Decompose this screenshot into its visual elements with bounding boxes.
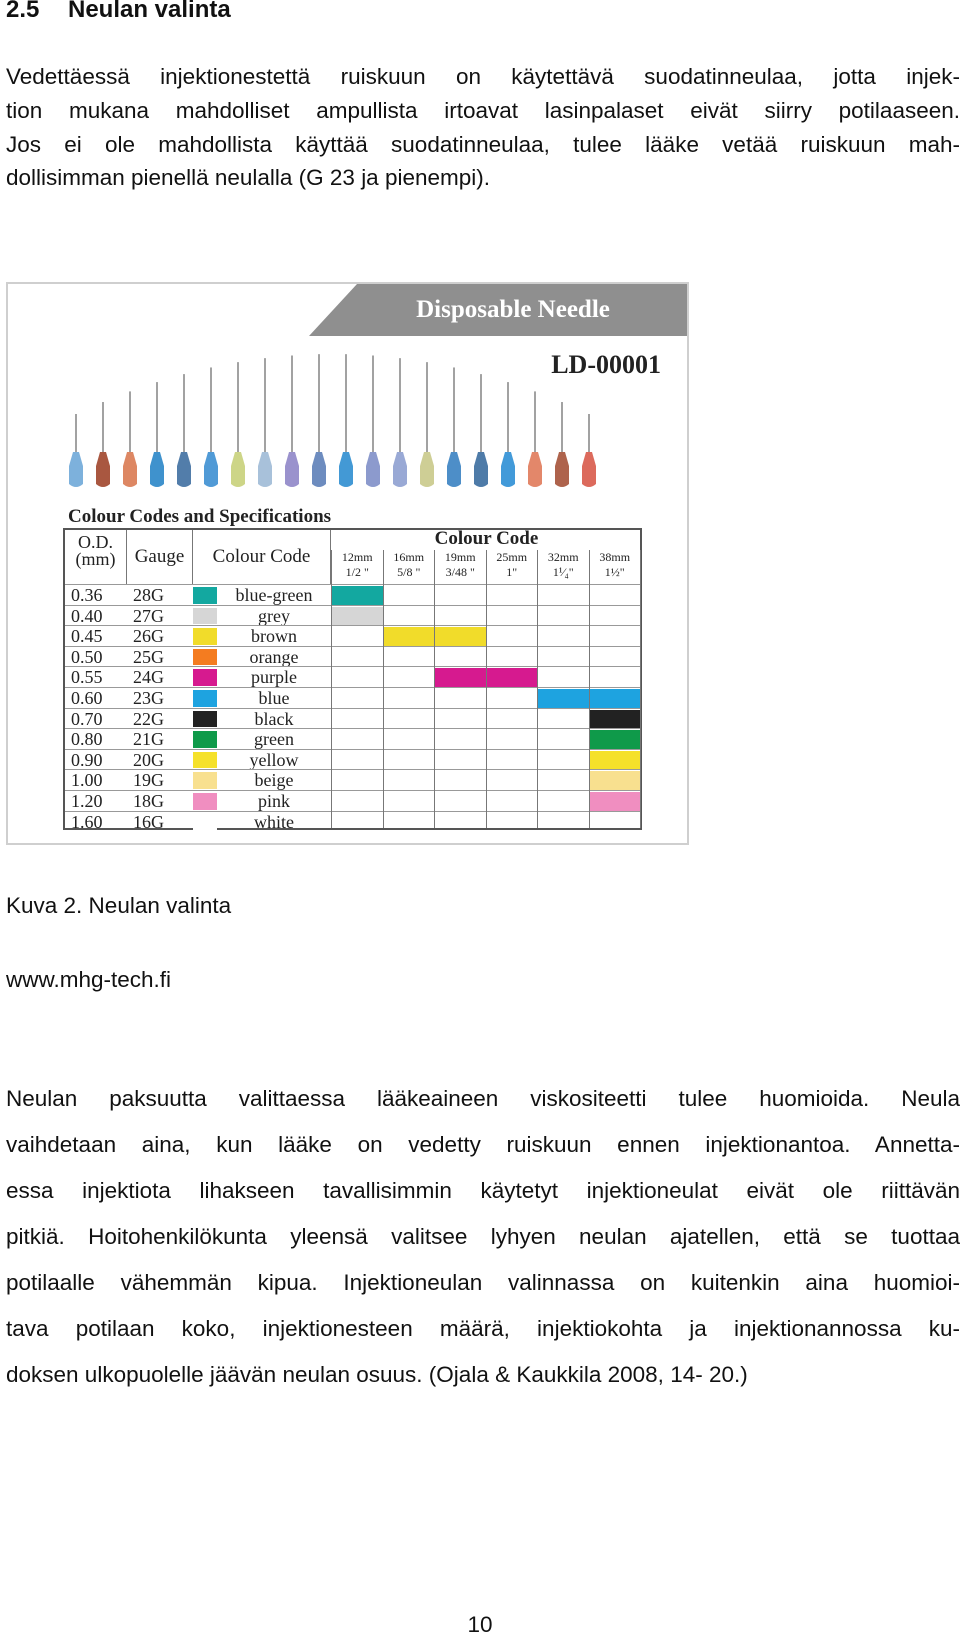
needle xyxy=(582,414,596,487)
length-header xyxy=(589,550,641,584)
colour-name: purple xyxy=(251,667,297,688)
colour-swatch xyxy=(193,587,217,604)
needle xyxy=(339,354,353,487)
needle xyxy=(447,367,461,487)
grid-line xyxy=(640,550,641,828)
gauge-value: 22G xyxy=(133,708,164,729)
section-number: 2.5 xyxy=(6,0,40,23)
paragraph-line: Neulan paksuutta valittaessa lääkeaineen viskositeetti tulee huomioida. Neula xyxy=(6,1086,960,1111)
spec-row xyxy=(65,790,640,811)
colour-swatch xyxy=(193,772,217,789)
paragraph-line: tava potilaan koko, injektionesteen määrä, injektiokohta ja injektionannossa ku- xyxy=(6,1316,960,1341)
header-od-label: O.D. xyxy=(78,532,113,552)
length-fill xyxy=(589,771,641,790)
gauge-value: 19G xyxy=(133,770,164,791)
colour-name: beige xyxy=(254,770,294,791)
colour-swatch xyxy=(193,608,217,625)
length-inch: 3/48 " xyxy=(445,565,475,579)
needle xyxy=(312,354,326,487)
colour-name: pink xyxy=(257,791,290,811)
spec-row xyxy=(65,625,640,646)
header-colour-code-span: Colour Code xyxy=(434,528,539,549)
header-colour-code: Colour Code xyxy=(193,530,331,584)
paragraph-line: vaihdetaan aina, kun lääke on vedetty ruiskuun ennen injektionantoa. Annetta- xyxy=(6,1132,960,1157)
colour-swatch xyxy=(193,731,217,748)
gauge-value: 24G xyxy=(133,667,164,688)
colour-swatch xyxy=(193,628,217,645)
length-mm: 16mm xyxy=(393,550,425,564)
paragraph-line: potilaalle vähemmän kipua. Injektioneulan valinnassa on kuitenkin aina huomioi- xyxy=(6,1270,960,1295)
od-value: 0.70 xyxy=(71,708,103,729)
paragraph-line: essa injektiota lihakseen tavallisimmin käytetyt injektioneulat eivät ole riittävän xyxy=(6,1178,960,1203)
spec-row xyxy=(65,605,640,626)
header-od xyxy=(65,530,127,584)
needle xyxy=(555,402,569,487)
needle xyxy=(204,367,218,487)
page-number: 10 xyxy=(467,1612,493,1637)
needle xyxy=(420,362,434,487)
length-mm: 25mm xyxy=(496,550,528,564)
section-title: Neulan valinta xyxy=(68,0,231,23)
intro-paragraph xyxy=(6,60,960,195)
od-value: 0.36 xyxy=(71,585,103,605)
od-value: 1.00 xyxy=(71,770,103,791)
needle-figure xyxy=(6,282,689,845)
gauge-value: 28G xyxy=(133,585,164,605)
spec-row xyxy=(65,646,640,667)
colour-swatch xyxy=(193,752,217,769)
spec-row xyxy=(65,584,640,605)
paragraph-line: Vedettäessä injektionestettä ruiskuun on käytettävä suodatinneulaa, jotta injek- xyxy=(6,64,960,89)
needle xyxy=(501,382,515,487)
colour-name: blue-green xyxy=(235,585,313,605)
figure-source: www.mhg-tech.fi xyxy=(6,967,172,992)
colour-swatch xyxy=(193,814,217,831)
header-gauge: Gauge xyxy=(127,530,193,584)
paragraph-line: pitkiä. Hoitohenkilökunta yleensä valitsee lyhyen neulan ajatellen, että se tuottaa xyxy=(6,1224,960,1249)
od-value: 0.45 xyxy=(71,626,103,647)
banner-title: Disposable Needle xyxy=(416,296,610,323)
grid-line xyxy=(486,550,487,828)
paragraph-line: doksen ulkopuolelle jäävän neulan osuus. (Ojala & Kaukkila 2008, 14- 20.) xyxy=(6,1362,748,1387)
body-paragraph xyxy=(6,1076,960,1398)
needle xyxy=(366,355,380,487)
colour-name: grey xyxy=(258,605,290,626)
colour-swatch xyxy=(193,669,217,686)
colour-swatch xyxy=(193,793,217,810)
spec-row xyxy=(65,666,640,687)
needle xyxy=(96,402,110,487)
colour-name: white xyxy=(254,811,294,832)
paragraph-line: tion mukana mahdolliset ampullista irtoavat lasinpalaset eivät siirry potilaaseen. xyxy=(6,97,960,123)
grid-line xyxy=(434,550,435,828)
od-value: 0.60 xyxy=(71,688,103,708)
length-header xyxy=(537,550,589,584)
spec-row xyxy=(65,811,640,832)
spec-row xyxy=(65,708,640,729)
spec-table-title: Colour Codes and Specifications xyxy=(68,506,332,527)
od-value: 1.20 xyxy=(71,791,103,811)
colour-swatch xyxy=(193,649,217,666)
needle xyxy=(177,374,191,487)
model-number: LD-00001 xyxy=(551,350,661,379)
length-fill xyxy=(589,710,641,729)
length-header xyxy=(486,550,538,584)
spec-table xyxy=(63,528,642,830)
spec-row xyxy=(65,687,640,708)
od-value: 0.40 xyxy=(71,605,103,626)
length-fill xyxy=(589,730,641,749)
od-value: 0.80 xyxy=(71,729,103,750)
od-value: 1.60 xyxy=(71,811,103,832)
length-mm: 12mm xyxy=(341,550,373,564)
length-inch: 1/2 " xyxy=(345,565,369,579)
length-fill xyxy=(331,607,383,626)
spec-row xyxy=(65,728,640,749)
length-header xyxy=(331,550,383,584)
colour-name: yellow xyxy=(249,749,299,770)
needle xyxy=(528,391,542,487)
colour-name: black xyxy=(254,708,294,729)
length-mm: 32mm xyxy=(547,550,579,564)
gauge-value: 23G xyxy=(133,688,164,708)
length-header xyxy=(383,550,435,584)
grid-line xyxy=(331,550,332,828)
paragraph-line: Jos ei ole mahdollista käyttää suodatinneulaa, tulee lääke vetää ruiskuun mah- xyxy=(6,131,960,157)
length-fill xyxy=(589,792,641,811)
length-header xyxy=(434,550,486,584)
gauge-value: 16G xyxy=(133,811,164,832)
colour-name: orange xyxy=(249,646,299,667)
colour-name: green xyxy=(254,729,294,750)
length-fill xyxy=(331,586,383,605)
needle xyxy=(150,382,164,487)
colour-swatch xyxy=(193,711,217,728)
figure-caption: Kuva 2. Neulan valinta xyxy=(6,893,232,918)
needle xyxy=(393,358,407,487)
spec-row xyxy=(65,749,640,770)
paragraph-line: dollisimman pienellä neulalla (G 23 ja pienempi). xyxy=(6,165,491,191)
grid-line xyxy=(383,550,384,828)
needle xyxy=(474,374,488,487)
section-heading xyxy=(6,0,231,24)
od-value: 0.50 xyxy=(71,646,103,667)
needle xyxy=(69,414,83,487)
length-fill xyxy=(589,751,641,770)
length-mm: 38mm xyxy=(599,550,631,564)
od-value: 0.90 xyxy=(71,749,103,770)
gauge-value: 27G xyxy=(133,605,164,626)
length-inch: 1" xyxy=(506,565,518,579)
gauge-value: 20G xyxy=(133,749,164,770)
gauge-value: 25G xyxy=(133,646,164,667)
needle xyxy=(123,391,137,487)
length-inch: 1¹⁄₄" xyxy=(552,565,574,579)
length-mm: 19mm xyxy=(444,550,476,564)
grid-line xyxy=(589,550,590,828)
gauge-value: 26G xyxy=(133,626,164,647)
spec-row xyxy=(65,769,640,790)
needle xyxy=(285,355,299,487)
grid-line xyxy=(537,550,538,828)
colour-name: brown xyxy=(251,626,297,647)
needle xyxy=(231,362,245,487)
needle xyxy=(258,358,272,487)
gauge-value: 21G xyxy=(133,729,164,750)
colour-swatch xyxy=(193,690,217,707)
colour-name: blue xyxy=(258,688,290,708)
length-inch: 1½" xyxy=(604,565,625,579)
header-od-unit: (mm) xyxy=(75,549,116,569)
length-inch: 5/8 " xyxy=(397,565,421,579)
gauge-value: 18G xyxy=(133,791,164,811)
od-value: 0.55 xyxy=(71,667,103,688)
